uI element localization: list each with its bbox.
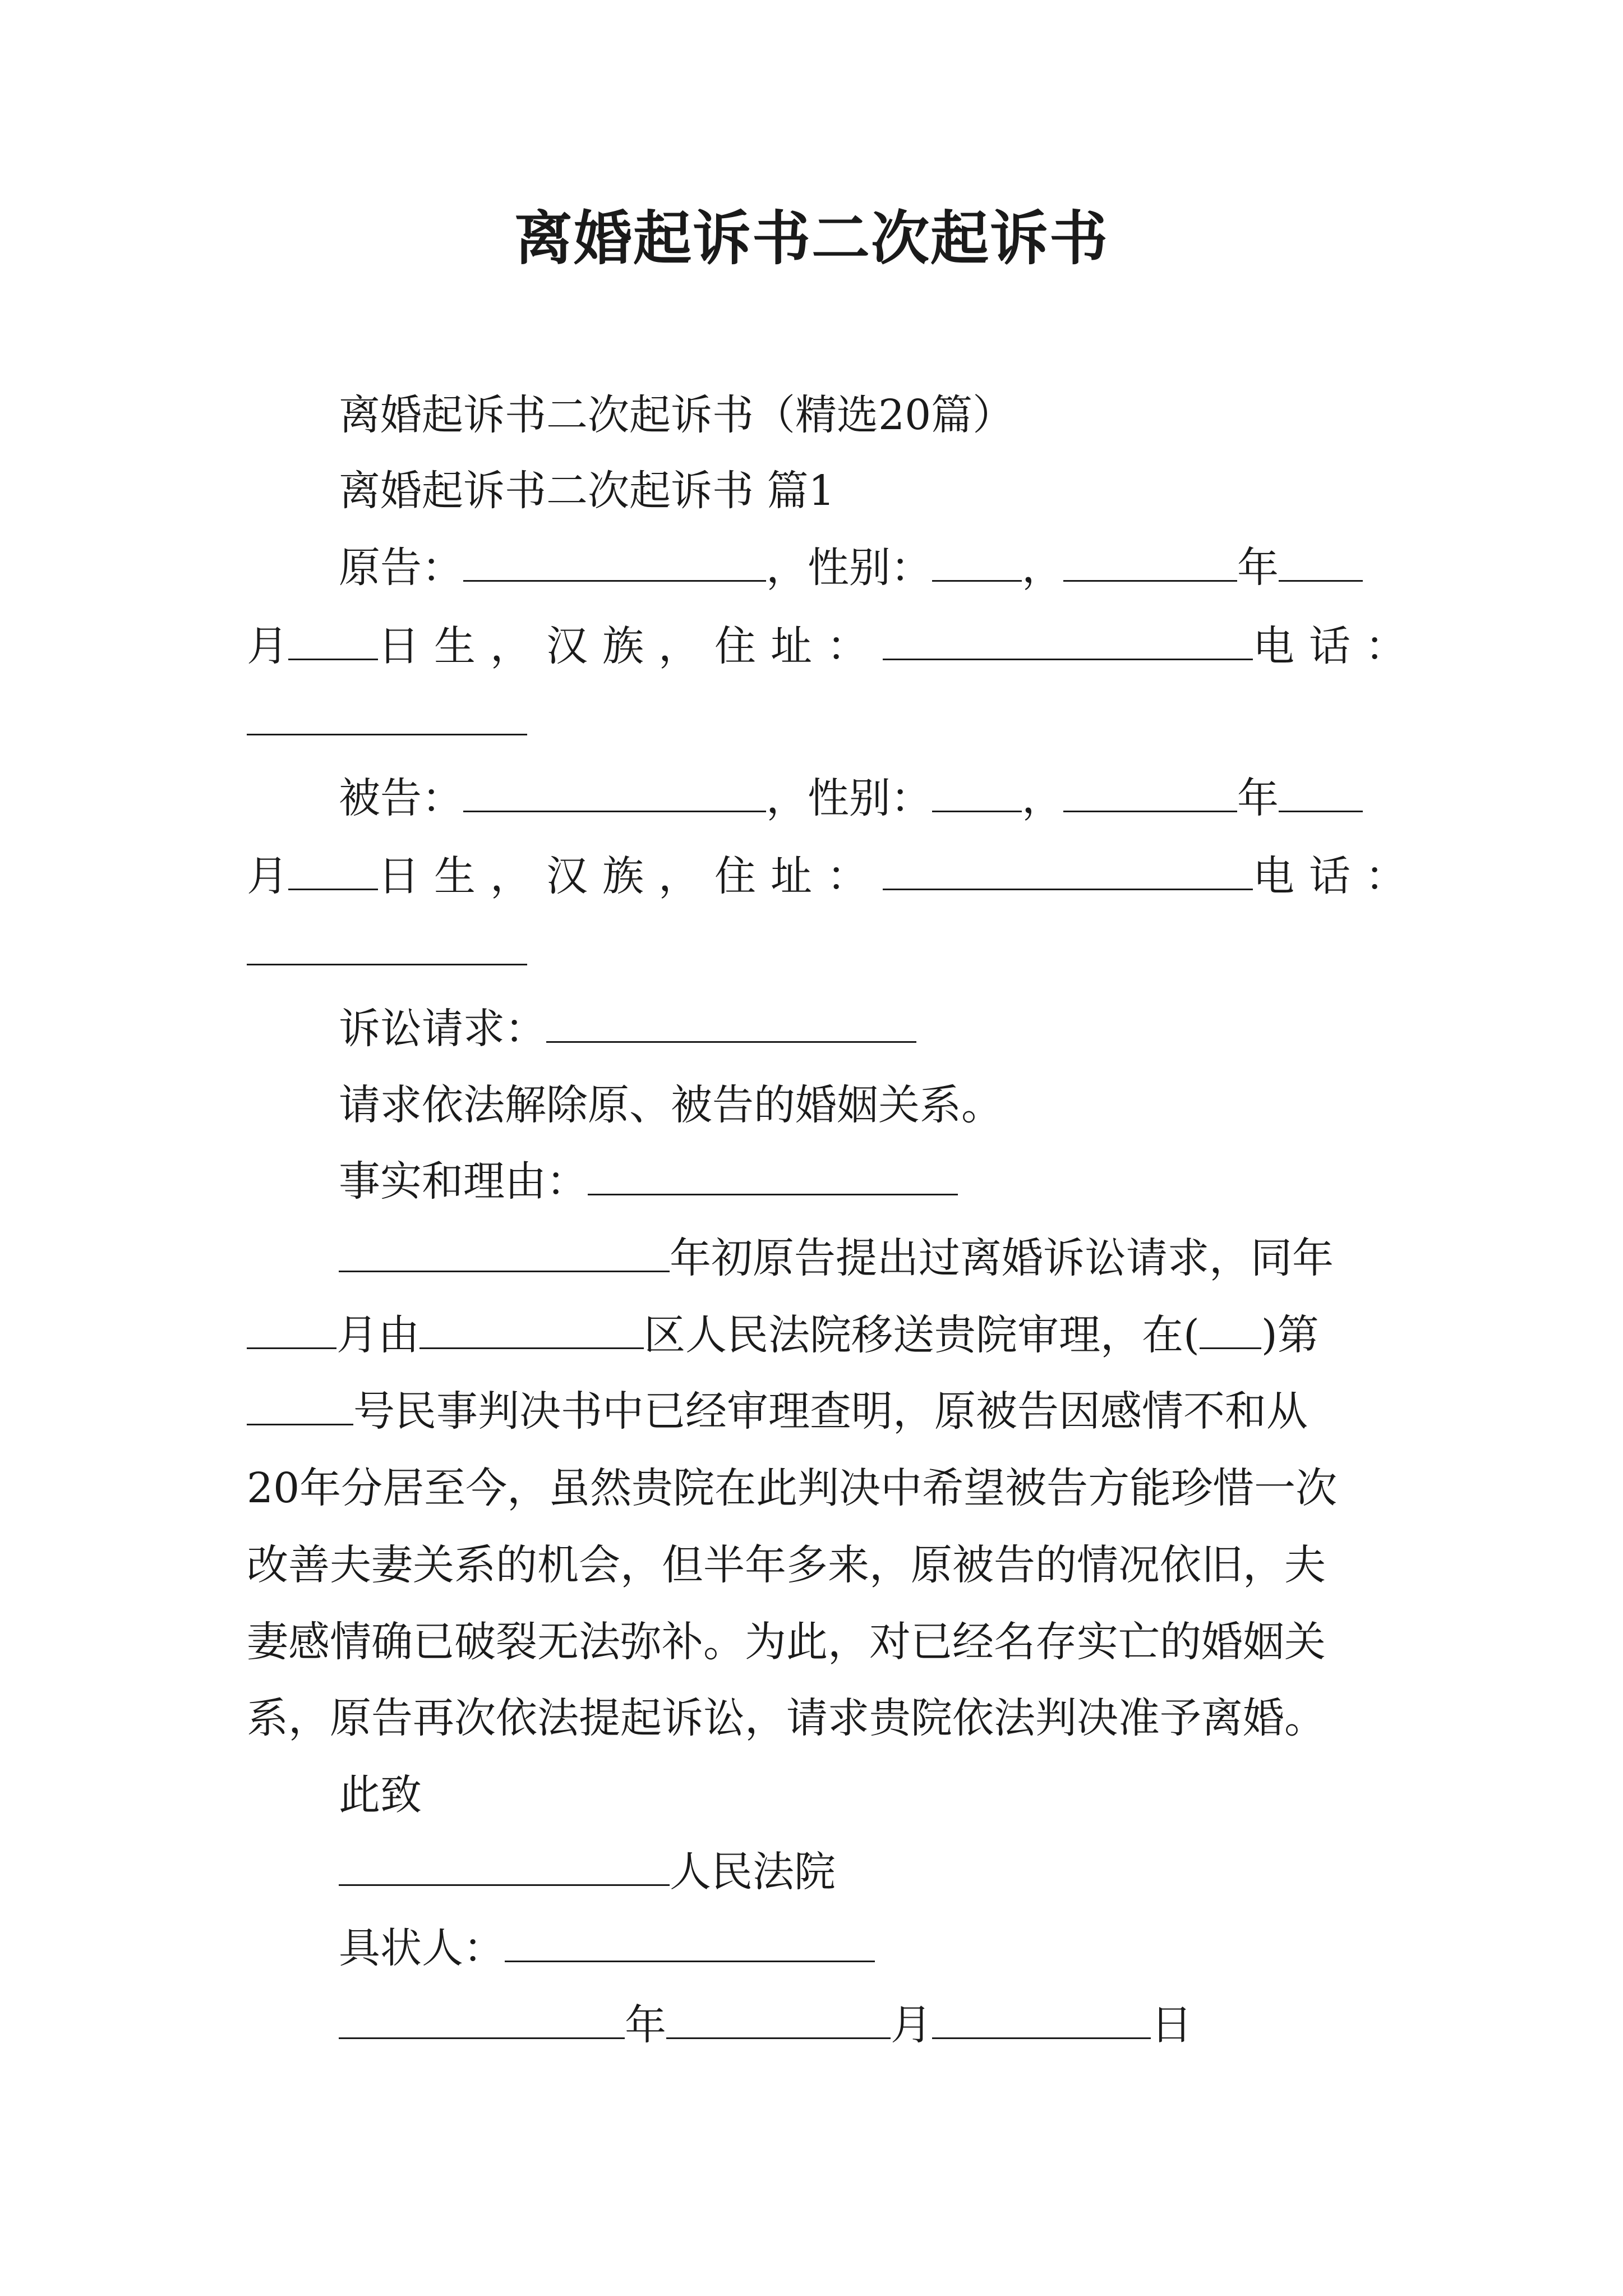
plaintiff-birth-day-blank [288,618,378,660]
body-month-blank [247,1307,336,1349]
court-label: 人民法院 [670,1848,836,1896]
signer-label: 具状人： [339,1924,505,1972]
plaintiff-year-label: 年 [1237,544,1279,592]
date-year-label: 年 [625,2001,666,2049]
plaintiff-label: 原告： [339,544,463,592]
defendant-gender-blank [932,770,1022,812]
defendant-name-blank [463,770,766,812]
facts-line [339,1153,1391,1209]
defendant-line-2 [247,848,1421,904]
defendant-birth-year-blank [1063,770,1237,812]
body-line-3 [247,1383,1391,1439]
signer-blank [505,1920,875,1962]
body-text-2a: 月由 [336,1311,419,1359]
plaintiff-comma: ， [1022,544,1063,592]
body-year-blank [339,1230,670,1272]
plaintiff-name-blank [463,540,766,582]
body-line-6: 妻感情确已破裂无法弥补。为此，对已经名存实亡的婚姻关 [247,1618,1326,1666]
facts-label: 事实和理由： [339,1157,588,1205]
date-year-blank [339,1997,625,2039]
court-line [339,1844,1391,1900]
plaintiff-gender-blank [932,540,1022,582]
date-day-blank [932,1997,1151,2039]
date-line [339,1997,1391,2053]
defendant-birth-month-blank [1279,770,1363,812]
body-case-year-blank [1200,1307,1261,1349]
claim-text: 请求依法解除原、被告的婚姻关系。 [339,1081,1003,1129]
body-line-5: 改善夫妻关系的机会，但半年多来，原被告的情况依旧，夫 [247,1541,1326,1589]
claims-line [339,1001,1391,1057]
plaintiff-line-2 [247,618,1421,674]
defendant-line-1 [339,770,1391,826]
body-line-1 [339,1230,1391,1286]
facts-blank [588,1153,958,1195]
date-day-label: 日 [1151,2001,1192,2049]
defendant-address-blank [883,848,1253,890]
plaintiff-phone-blank [247,693,527,735]
plaintiff-line-3 [247,693,1391,749]
plaintiff-line-1 [339,540,1391,596]
plaintiff-phone-label: 电话： [1253,622,1421,670]
body-text-2c: )第 [1261,1311,1319,1359]
court-blank [339,1844,670,1886]
claims-blank [546,1001,916,1043]
signer-line [339,1920,1391,1976]
body-text-1: 年初原告提出过离婚诉讼请求，同年 [670,1234,1334,1282]
defendant-phone-blank [247,923,527,965]
body-line-4: 20年分居至今，虽然贵院在此判决中希望被告方能珍惜一次 [247,1464,1338,1512]
defendant-address-label: 日生，汉族，住址： [378,852,883,900]
body-text-2b: 区人民法院移送贵院审理，在( [644,1311,1200,1359]
plaintiff-month-label: 月 [247,622,288,670]
section-heading: 离婚起诉书二次起诉书 篇1 [339,467,835,515]
date-month-label: 月 [891,2001,932,2049]
body-case-number-blank [247,1383,353,1425]
subtitle: 离婚起诉书二次起诉书（精选20篇） [339,391,1015,439]
defendant-birth-day-blank [288,848,378,890]
plaintiff-birth-month-blank [1279,540,1363,582]
body-district-blank [419,1307,644,1349]
date-month-blank [666,1997,891,2039]
claims-label: 诉讼请求： [339,1005,546,1053]
defendant-phone-label: 电话： [1253,852,1421,900]
defendant-gender-label: ，性别： [766,774,932,822]
closing: 此致 [339,1771,422,1819]
plaintiff-address-label: 日生，汉族，住址： [378,622,883,670]
defendant-line-3 [247,923,1391,979]
plaintiff-address-blank [883,618,1253,660]
body-line-7: 系，原告再次依法提起诉讼，请求贵院依法判决准予离婚。 [247,1694,1326,1742]
defendant-year-label: 年 [1237,774,1279,822]
body-text-3: 号民事判决书中已经审理查明，原被告因感情不和从 [353,1387,1308,1435]
body-line-2 [247,1307,1391,1363]
defendant-label: 被告： [339,774,463,822]
page-title: 离婚起诉书二次起诉书 [514,204,1109,273]
defendant-comma: ， [1022,774,1063,822]
plaintiff-birth-year-blank [1063,540,1237,582]
plaintiff-gender-label: ，性别： [766,544,932,592]
defendant-month-label: 月 [247,852,288,900]
